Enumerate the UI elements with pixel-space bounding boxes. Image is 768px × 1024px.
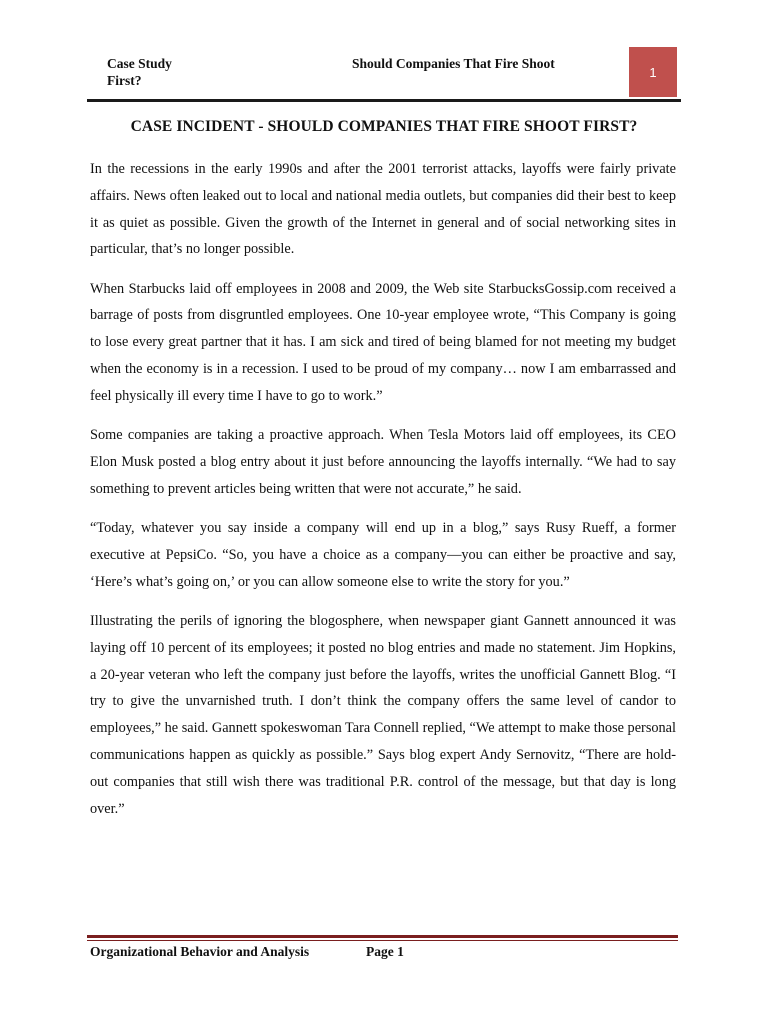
document-body	[90, 156, 676, 835]
header-left-line2: First?	[107, 73, 142, 88]
paragraph: In the recessions in the early 1990s and after the 2001 terrorist attacks, layoffs were fairly private affairs. News often leaked out to local and national media outlets, but companies did their best to keep it as quiet as possible. Given the growth of the Internet in general and of social networking sites in particular, that’s no longer possible.	[90, 161, 676, 258]
footer-divider-thin	[87, 940, 678, 941]
header-running-title-center: Should Companies That Fire Shoot	[352, 56, 555, 71]
footer-divider-thick	[87, 935, 678, 938]
paragraph: “Today, whatever you say inside a company will end up in a blog,” says Rusy Rueff, a former executive at PepsiCo. “So, you have a choice as a company—you can either be proactive and say, ‘Here’s what’s going on,’ or you can allow someone else to write the story for you.”	[90, 520, 676, 590]
case-title: CASE INCIDENT - SHOULD COMPANIES THAT FIRE SHOOT FIRST?	[130, 118, 638, 135]
header-divider	[87, 99, 681, 102]
footer-page-label: Page 1	[366, 944, 404, 959]
paragraph: Illustrating the perils of ignoring the blogosphere, when newspaper giant Gannett announced it was laying off 10 percent of its employees; it posted no blog entries and made no statement. Jim Hopkins, a 20-year veteran who left the company just before the layoffs, writes the unofficial Gannett Blog. “I try to give the unvarnished truth. I don’t think the company offers the same level of candor to employees,” he said. Gannett spokeswoman Tara Connell replied, “We attempt to make those personal communications happen as quickly as possible.” Says blog expert Andy Sernovitz, “There are hold-out companies that still wish there was traditional P.R. control of the message, but that day is long over.”	[90, 612, 676, 817]
paragraph: When Starbucks laid off employees in 2008 and 2009, the Web site StarbucksGossip.com received a barrage of posts from disgruntled employees. One 10-year employee wrote, “This Company is going to lose every great partner that it has. I am sick and tired of being blamed for not meeting my budget when the economy is in a recession. I used to be proud of my company… now I am embarrassed and feel physically ill every time I have to go to work.”	[90, 280, 676, 404]
page-number-badge	[629, 47, 677, 97]
header-running-title-left	[107, 55, 307, 89]
page-number: 1	[649, 64, 657, 80]
paragraph: Some companies are taking a proactive approach. When Tesla Motors laid off employees, its CEO Elon Musk posted a blog entry about it just before announcing the layoffs internally. “We had to say something to prevent articles being written that were not accurate,” he said.	[90, 427, 676, 497]
footer-title: Organizational Behavior and Analysis	[90, 944, 310, 959]
header-left-line1: Case Study	[107, 56, 172, 71]
